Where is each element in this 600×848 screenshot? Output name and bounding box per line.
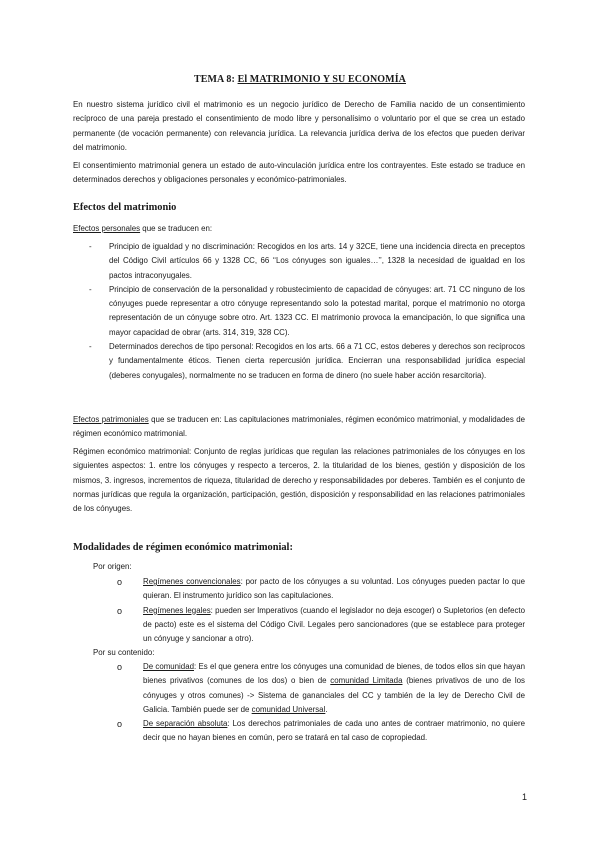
item-text: : pueden ser Imperativos (cuando el legislador no deja escoger) o Supletorios (en defecto de pacto) este es el sistema del Código Civil. Legales pero sancionadores (que se establece para proteger un cónyuge y sancionar a otro). [143, 605, 525, 644]
circle-bullet: o [117, 605, 123, 616]
item-text: art. 71 CC ninguno de los cónyuges puede representar a otro cónyuge representando solo la potestad marital, porque el matrimonio no otorga representación de un cónyuge sobre otro. Art. 1323 CC. El matrimonio provoca la emancipación, lo que significa una mayor capacidad de obrar (arts. 314, 319, 328 CC). [109, 284, 525, 337]
item-head: De comunidad [143, 662, 194, 671]
title-main: El MATRIMONIO Y SU ECONOMÍA [237, 74, 407, 85]
efectos-personales-line [73, 222, 525, 236]
item-underlined: comunidad Universal [251, 704, 326, 714]
modalidades-heading: Modalidades de régimen económico matrimonial: [73, 542, 293, 553]
title-prefix: TEMA 8: [193, 74, 235, 85]
list-item [117, 660, 525, 717]
document-title [0, 74, 600, 85]
circle-bullet: o [117, 719, 123, 730]
list-item [117, 717, 525, 746]
efectos-heading: Efectos del matrimonio [73, 202, 177, 213]
contenido-list [117, 660, 525, 746]
intro-paragraph-2: El consentimiento matrimonial genera un estado de auto-vinculación jurídica entre los contrayentes. Este estado se traduce en determinados derechos y obligaciones personales y económico-patrimoniales. [73, 161, 525, 185]
dash-bullet: - [89, 242, 92, 251]
item-head: Regímenes legales [143, 605, 211, 615]
item-text: : Es el que genera entre los cónyuges una comunidad de bienes, de todos ellos sin que hayan bienes privativos (comunes de los dos) o bien de [143, 662, 525, 686]
item-head: De separación absoluta [143, 719, 228, 729]
circle-bullet: o [117, 662, 123, 672]
por-origen-label: Por origen: [93, 562, 132, 571]
por-contenido-label: Por su contenido: [93, 648, 155, 657]
list-item [117, 604, 525, 647]
list-item [89, 283, 525, 340]
intro-paragraph-1: En nuestro sistema jurídico civil el matrimonio es un negocio jurídico de Derecho de Familia nacido de un consentimiento recíproco de una pareja prestado el consentimiento de modo libre y personalísimo o voluntario por el que se crea un estado permanente (de vocación permanente) con relevancia jurídica. La relevancia jurídica deriva de los efectos que pueden derivar del matrimonio. [73, 100, 525, 152]
regimen-paragraph: Régimen económico matrimonial: Conjunto de reglas jurídicas que regulan las relaciones patrimoniales de los cónyuges en los siguientes aspectos: 1. entre los cónyuges y respecto a terceros, 2. la titularidad de los bienes, gestión y disposición de los mismos, 3. ingresos, incrementos de riqueza, titularidad de derecho y responsabilidades por deberes. También es el conjunto de normas jurídicas que regula la organización, participación, gestión, disposición y responsabilidad en las relaciones patrimoniales de los cónyuges. [73, 447, 525, 514]
origen-list [117, 575, 525, 646]
efectos-personales-list [89, 240, 525, 383]
item-text: Recogidos en los arts. 14 y 32CE, tiene una incidencia directa en preceptos del Código Civil artículos 66 y 1328 CC, 66 ‘‘Los cónyuges son iguales…’’, 1328 la necesidad de igualdad en los pactos intraconyugales. [109, 242, 525, 280]
item-head: Principio de conservación de la personalidad y robustecimiento de capacidad de cónyuges: [109, 284, 432, 294]
item-underlined: comunidad Limitada [330, 676, 403, 686]
item-text: Recogidos en los arts. 66 a 71 CC, estos deberes y derechos son recíprocos y fundamentalmente éticos. Tienen cierta repercusión jurídica. Encierran una responsabilidad jurídica especial (deberes conyugales), normalmente no se traducen en forma de dinero (no suele haber acción resarcitoria). [109, 342, 525, 380]
list-item [89, 340, 525, 383]
efectos-patrimoniales-rest: que se traducen en: Las capitulaciones matrimoniales, régimen económico matrimonial, y modalidades de régimen económico matrimonial. [73, 415, 525, 439]
dash-bullet: - [89, 342, 92, 352]
efectos-patrimoniales-label: Efectos patrimoniales [73, 415, 149, 424]
item-text: (bienes privativos de uno de los cónyuges y otros comunes) -> Sistema de gananciales del CC y también de la ley de Derecho Civil de Galicia. También puede ser de [143, 676, 525, 714]
item-head: Regímenes convencionales [143, 577, 241, 586]
item-text: : Los derechos patrimoniales de cada uno antes de contraer matrimonio, no quiere decir que no hayan bienes en común, pero se tratará en tal caso de copropiedad. [143, 719, 525, 743]
efectos-personales-label: Efectos personales [73, 224, 141, 233]
efectos-patrimoniales-paragraph [73, 413, 525, 442]
list-item [117, 575, 525, 604]
dash-bullet: - [89, 284, 92, 294]
item-head: Principio de igualdad y no discriminación: [109, 242, 255, 251]
efectos-personales-rest: que se traducen en: [140, 224, 213, 233]
item-text: . [325, 704, 328, 714]
item-text: : por pacto de los cónyuges a su voluntad. Los cónyuges pueden pactar lo que quieran. El instrumento jurídico son las capitulaciones. [143, 577, 525, 601]
page-number: 1 [521, 792, 527, 802]
circle-bullet: o [117, 577, 123, 587]
list-item [89, 240, 525, 283]
item-head: Determinados derechos de tipo personal: [109, 342, 254, 352]
